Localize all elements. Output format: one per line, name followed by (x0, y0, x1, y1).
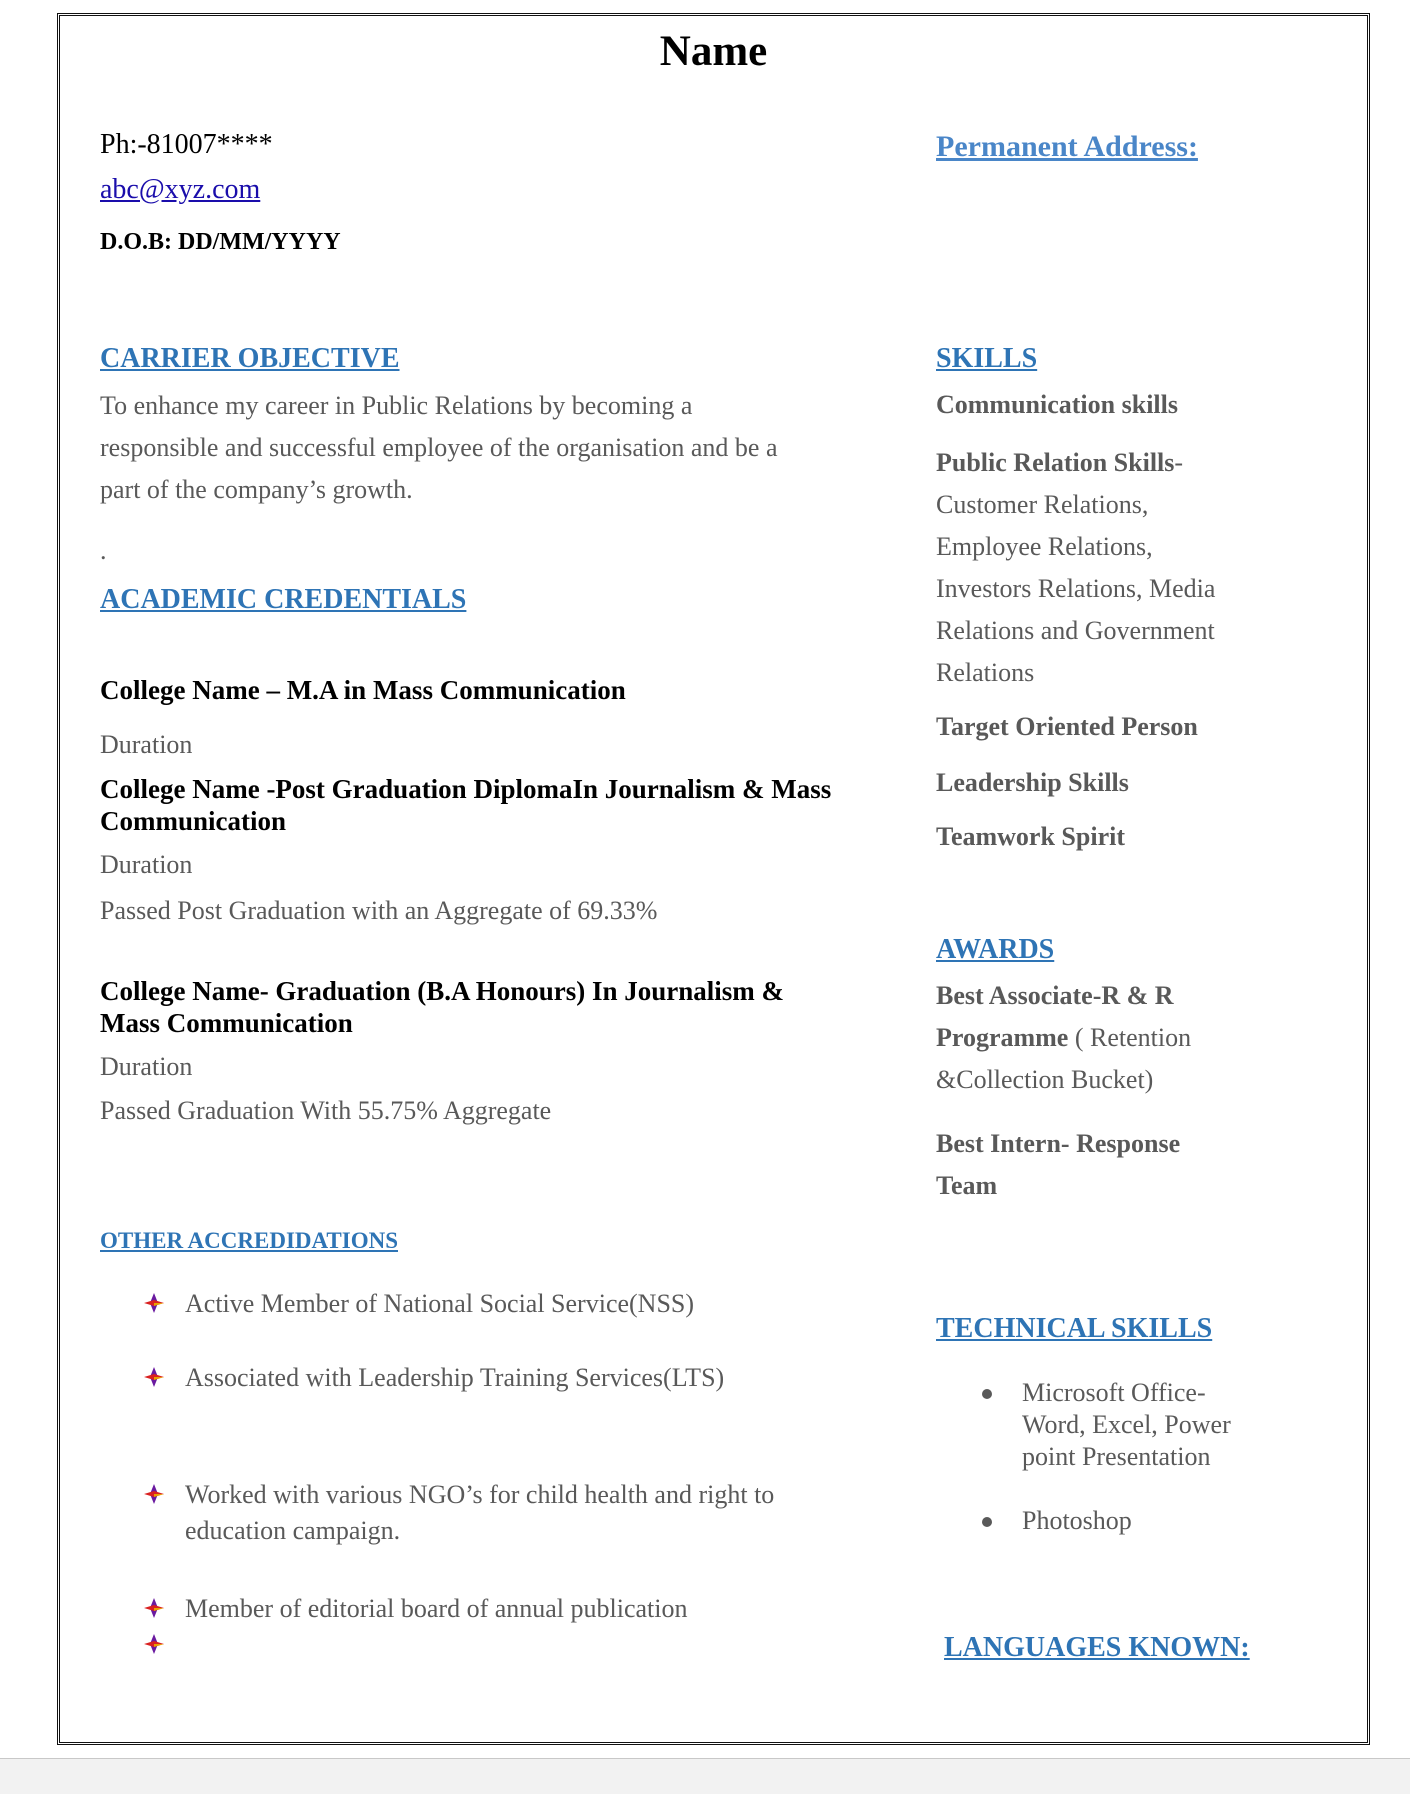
skill-pr-line: Employee Relations, (936, 532, 1153, 561)
skill-leadership: Leadership Skills (936, 768, 1129, 797)
arrow-bullet-icon (143, 1597, 165, 1619)
list-item (143, 1627, 883, 1655)
academic-entry-note: Passed Graduation With 55.75% Aggregate (100, 1096, 552, 1125)
resume-name: Name (659, 28, 768, 75)
objective-line: responsible and successful employee of the organisation and be a (100, 433, 778, 462)
academic-entry-duration: Duration (100, 1052, 193, 1081)
list-item-text: education campaign. (185, 1516, 401, 1545)
award-item (936, 1123, 1296, 1207)
award-line-bold: Programme (936, 1023, 1069, 1052)
bullet-dot-icon (982, 1517, 992, 1527)
skill-pr-line: Investors Relations, Media (936, 574, 1216, 603)
skill-pr-dash: - (1174, 448, 1184, 477)
list-item (143, 1477, 883, 1549)
academic-entry-duration: Duration (100, 850, 193, 879)
title-line: College Name- Graduation (B.A Honours) In Journalism & (100, 976, 785, 1006)
skill-pr-line: Customer Relations, (936, 490, 1149, 519)
skill-pr-line: Relations (936, 658, 1035, 687)
objective-line: To enhance my career in Public Relations by becoming a (100, 391, 693, 420)
arrow-bullet-icon (143, 1633, 165, 1655)
title-line: Mass Communication (100, 1008, 353, 1038)
languages-heading: LANGUAGES KNOWN: (944, 1632, 1250, 1663)
academic-heading: ACADEMIC CREDENTIALS (100, 584, 467, 615)
list-item-text: Member of editorial board of annual publication (185, 1594, 688, 1623)
bullet-dot-icon (982, 1389, 992, 1399)
email-link[interactable]: abc@xyz.com (100, 174, 261, 205)
award-line: &Collection Bucket) (936, 1065, 1154, 1094)
list-item (143, 1591, 883, 1627)
list-item (143, 1360, 883, 1396)
arrow-bullet-icon (143, 1292, 165, 1314)
date-of-birth: D.O.B: DD/MM/YYYY (100, 229, 341, 255)
academic-entry-title: College Name – M.A in Mass Communication (100, 675, 626, 705)
stray-dot: . (100, 536, 107, 565)
skill-communication: Communication skills (936, 390, 1178, 419)
list-item-text: Active Member of National Social Service(NSS) (185, 1289, 695, 1318)
skill-pr-line: Relations and Government (936, 616, 1215, 645)
technical-heading: TECHNICAL SKILLS (936, 1313, 1213, 1344)
list-item (982, 1505, 1132, 1537)
skill-pr-title: Public Relation Skills (936, 448, 1175, 477)
award-line-rest: ( Retention (1068, 1023, 1192, 1052)
objective-line: part of the company’s growth. (100, 475, 413, 504)
objective-text (100, 385, 880, 511)
arrow-bullet-icon (143, 1483, 165, 1505)
list-item-text: Associated with Leadership Training Services(LTS) (185, 1363, 725, 1392)
tech-skill-line: Word, Excel, Power (1022, 1410, 1231, 1439)
academic-entry-duration: Duration (100, 730, 193, 759)
skills-heading: SKILLS (936, 343, 1038, 374)
title-line: Communication (100, 806, 287, 836)
tech-skill-line: Photoshop (1022, 1506, 1132, 1535)
list-item-text: Worked with various NGO’s for child health and right to (185, 1480, 775, 1509)
skill-teamwork: Teamwork Spirit (936, 822, 1125, 851)
award-line: Best Intern- Response (936, 1129, 1181, 1158)
skill-public-relations (936, 442, 1296, 694)
academic-entry-note: Passed Post Graduation with an Aggregate of 69.33% (100, 896, 658, 925)
award-line: Team (936, 1171, 998, 1200)
phone-number: Ph:-81007**** (100, 129, 273, 160)
skill-target: Target Oriented Person (936, 712, 1198, 741)
tech-skill-line: point Presentation (1022, 1442, 1211, 1471)
list-item (143, 1286, 883, 1322)
arrow-bullet-icon (143, 1366, 165, 1388)
awards-heading: AWARDS (936, 934, 1055, 965)
title-line: College Name -Post Graduation DiplomaIn Journalism & Mass (100, 774, 832, 804)
academic-entry-title (100, 773, 900, 837)
academic-entry-title (100, 975, 900, 1039)
permanent-address-heading: Permanent Address: (936, 130, 1198, 163)
objective-heading: CARRIER OBJECTIVE (100, 343, 400, 374)
award-line: Best Associate-R & R (936, 981, 1174, 1010)
award-item (936, 975, 1296, 1101)
tech-skill-line: Microsoft Office- (1022, 1378, 1206, 1407)
other-heading: OTHER ACCREDIDATIONS (100, 1228, 398, 1253)
list-item (982, 1377, 1231, 1473)
